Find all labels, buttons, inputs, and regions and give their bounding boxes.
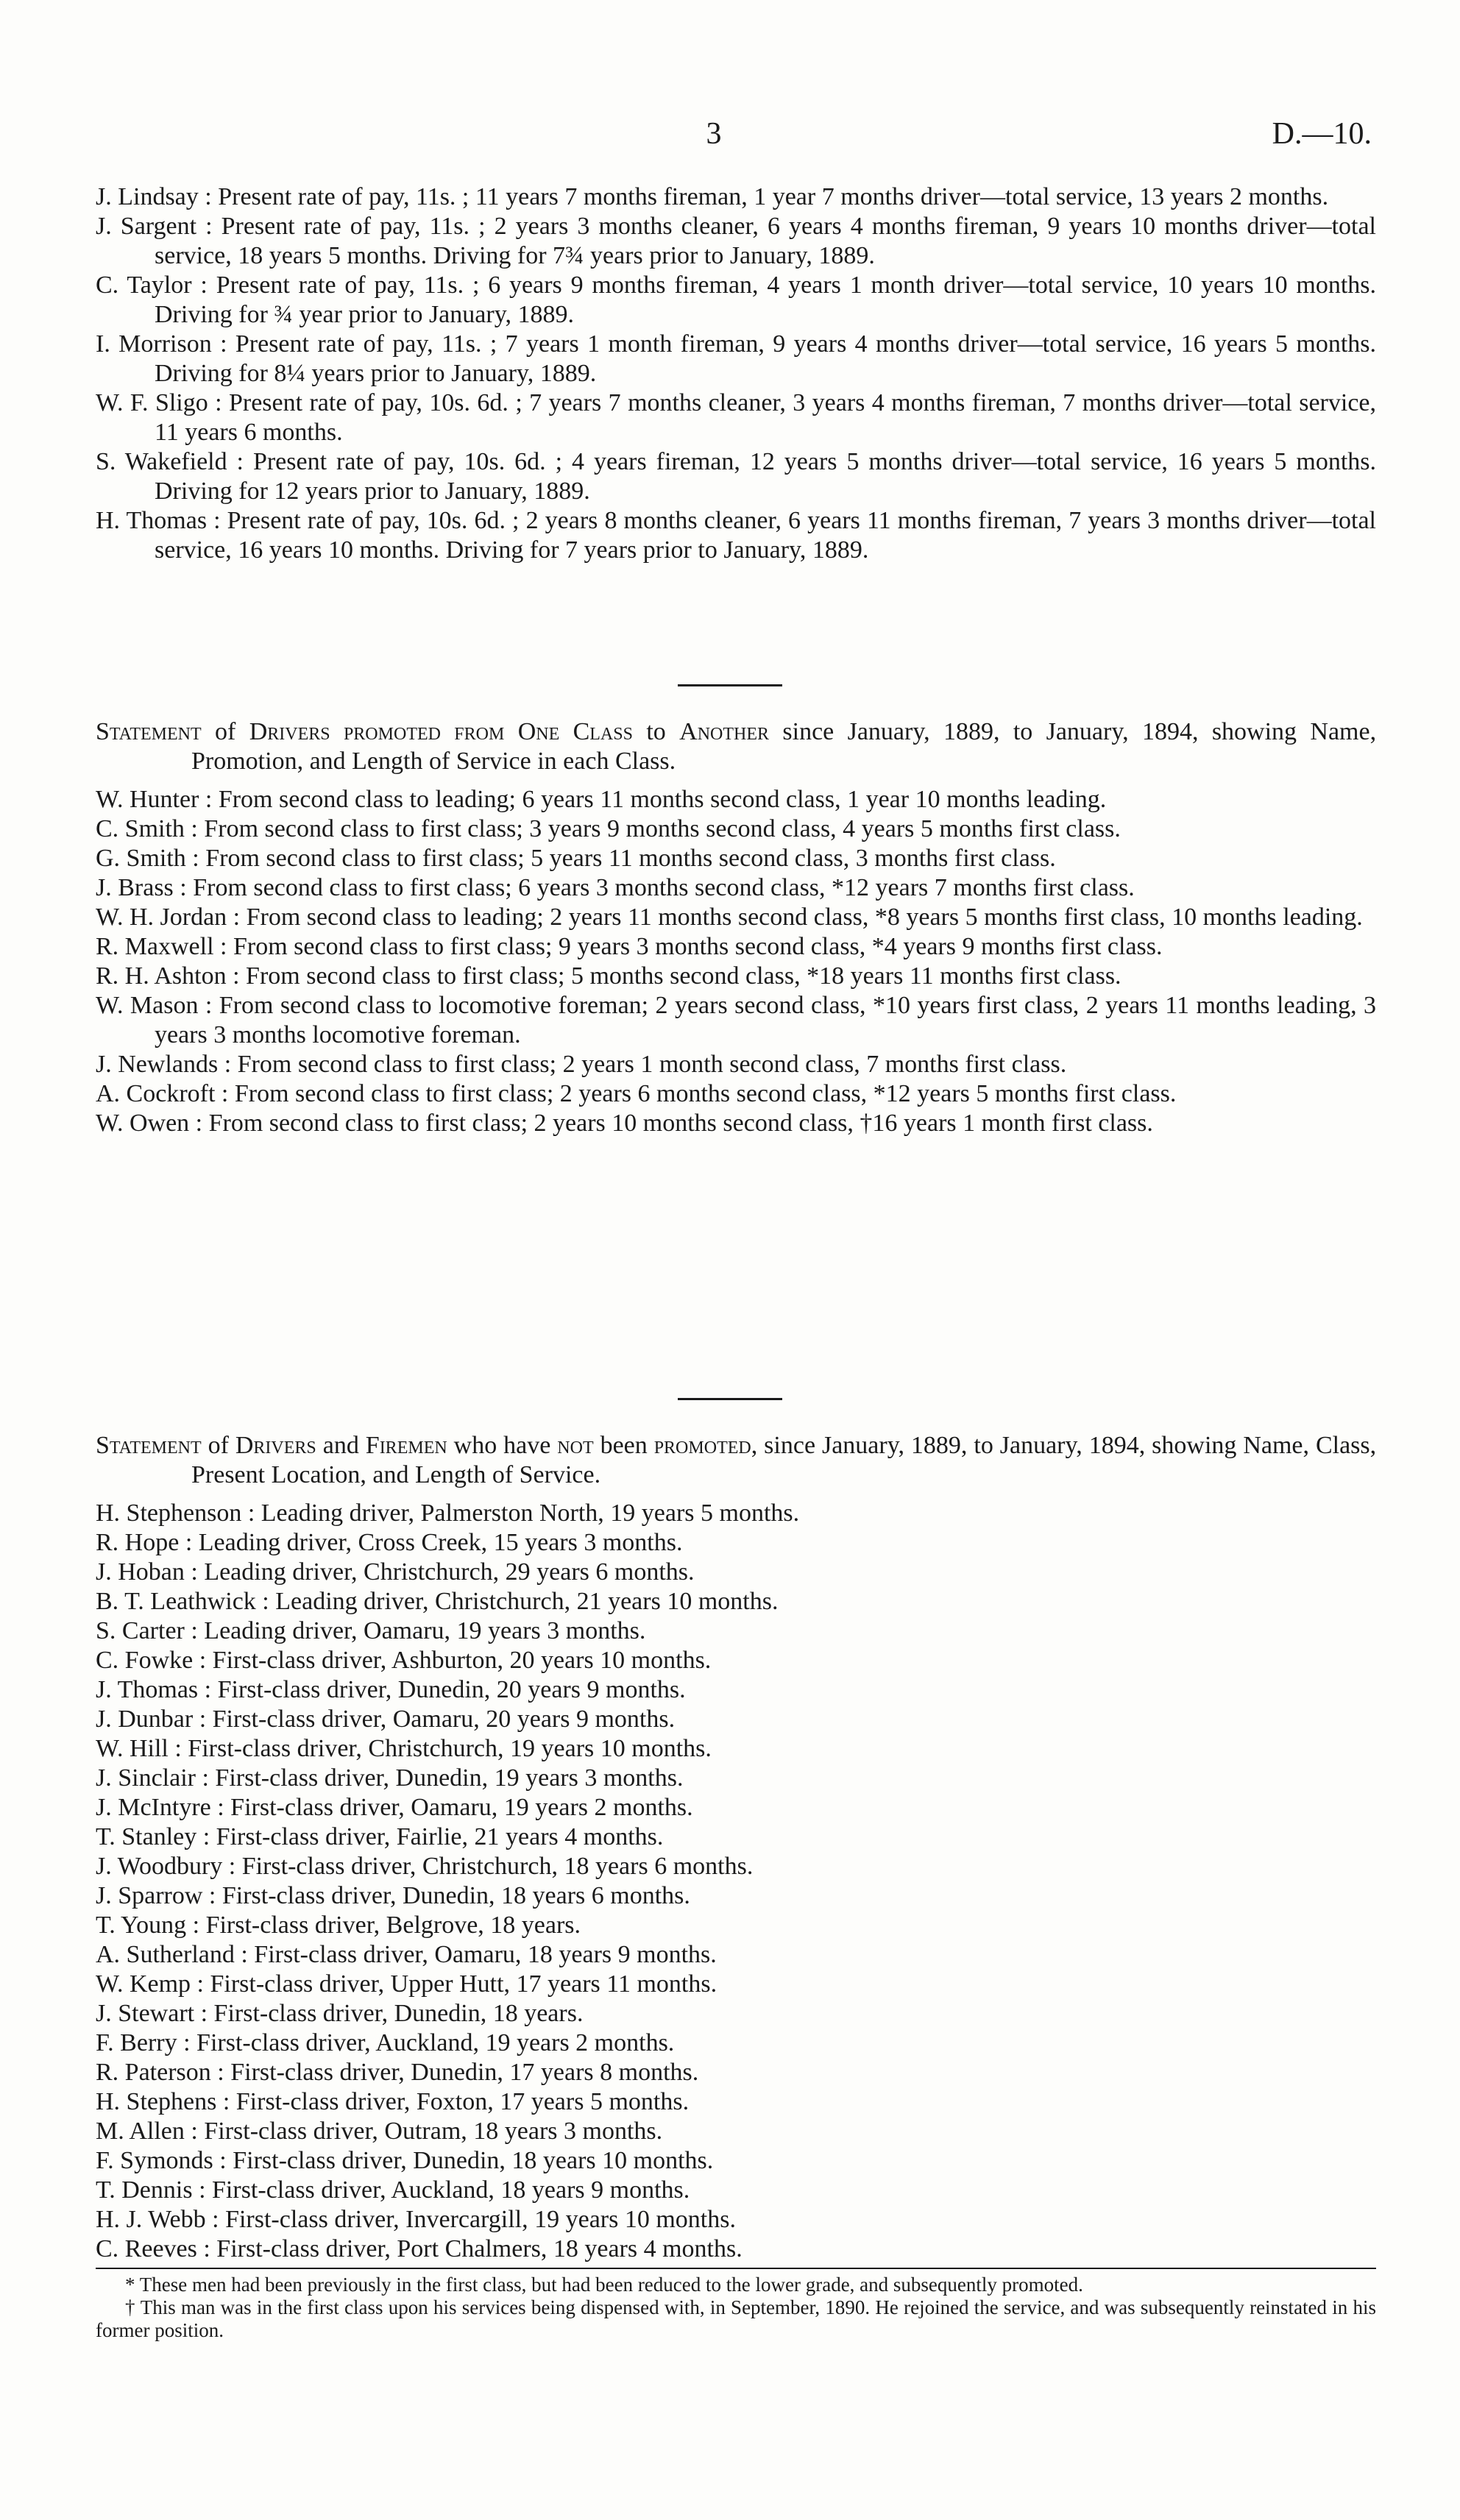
list-item: C. Smith : From second class to first class; 3 years 9 months second class, 4 years 5 months first class. (96, 815, 1121, 842)
document-code: D.—10. (1272, 117, 1372, 151)
promoted-section (96, 717, 1376, 1138)
list-item: F. Berry : First-class driver, Auckland, 19 years 2 months. (96, 2029, 675, 2056)
section-divider (678, 684, 782, 686)
list-item: C. Reeves : First-class driver, Port Chalmers, 18 years 4 months. (96, 2235, 743, 2262)
statement-heading: Statement of Drivers and Firemen who have not been promoted, since January, 1889, to January, 1894, showing Name, Class, Present Location, and Length of Service. (96, 1432, 1377, 1488)
list-item: J. McIntyre : First-class driver, Oamaru, 19 years 2 months. (96, 1794, 693, 1821)
footnotes (96, 2274, 1376, 2342)
list-item: J. Sparrow : First-class driver, Dunedin, 18 years 6 months. (96, 1882, 690, 1909)
footnote: † This man was in the first class upon his services being dispensed with, in September, 1890. He rejoined the service, and was subsequently reinstated in his former position. (96, 2296, 1376, 2341)
list-item: J. Sargent : Present rate of pay, 11s. ; 2 years 3 months cleaner, 6 years 4 months fireman, 9 years 10 months driver—total service, 18 years 5 months. Driving for 7¾ years prior to January, 1889. (96, 213, 1376, 269)
list-item: C. Taylor : Present rate of pay, 11s. ; 6 years 9 months fireman, 4 years 1 month driver—total service, 10 years 10 months. Driving for ¾ year prior to January, 1889. (96, 271, 1376, 328)
list-item: W. Mason : From second class to locomotive foreman; 2 years second class, *10 years first class, 2 years 11 months leading, 3 years 3 months locomotive foreman. (96, 992, 1376, 1048)
list-item: J. Sinclair : First-class driver, Dunedin, 19 years 3 months. (96, 1764, 684, 1792)
list-item: G. Smith : From second class to first class; 5 years 11 months second class, 3 months first class. (96, 845, 1056, 872)
statement-heading: Statement of Drivers promoted from One Class to Another since January, 1889, to January, 1894, showing Name, Promotion, and Length of Service in each Class. (96, 718, 1377, 775)
list-item: J. Newlands : From second class to first class; 2 years 1 month second class, 7 months first class. (96, 1051, 1067, 1078)
list-item: R. Hope : Leading driver, Cross Creek, 15 years 3 months. (96, 1529, 683, 1556)
list-item: R. Maxwell : From second class to first class; 9 years 3 months second class, *4 years 9 months first class. (96, 933, 1163, 960)
list-item: W. H. Jordan : From second class to leading; 2 years 11 months second class, *8 years 5 months first class, 10 months leading. (96, 904, 1363, 931)
page-number: 3 (706, 117, 722, 151)
list-item: W. F. Sligo : Present rate of pay, 10s. 6d. ; 7 years 7 months cleaner, 3 years 4 months fireman, 7 months driver—total service, 11 years 6 months. (96, 389, 1376, 446)
list-item: F. Symonds : First-class driver, Dunedin, 18 years 10 months. (96, 2147, 714, 2174)
section-divider (678, 1398, 782, 1400)
list-item: H. Stephens : First-class driver, Foxton, 17 years 5 months. (96, 2088, 690, 2115)
list-item: S. Wakefield : Present rate of pay, 10s. 6d. ; 4 years fireman, 12 years 5 months driver—total service, 16 years 5 months. Driving for 12 years prior to January, 1889. (96, 448, 1376, 505)
footnote: * These men had been previously in the first class, but had been reduced to the lower grade, and subsequently promoted. (125, 2274, 1083, 2296)
list-item: H. Stephenson : Leading driver, Palmerston North, 19 years 5 months. (96, 1499, 800, 1527)
list-item: C. Fowke : First-class driver, Ashburton, 20 years 10 months. (96, 1647, 712, 1674)
list-item: B. T. Leathwick : Leading driver, Christchurch, 21 years 10 months. (96, 1588, 779, 1615)
list-item: J. Lindsay : Present rate of pay, 11s. ; 11 years 7 months fireman, 1 year 7 months driver—total service, 13 years 2 months. (96, 183, 1329, 210)
list-item: W. Owen : From second class to first class; 2 years 10 months second class, †16 years 1 month first class. (96, 1110, 1153, 1137)
list-item: A. Cockroft : From second class to first class; 2 years 6 months second class, *12 years 5 months first class. (96, 1080, 1177, 1107)
list-item: I. Morrison : Present rate of pay, 11s. ; 7 years 1 month fireman, 9 years 4 months driver—total service, 16 years 5 months. Driving for 8¼ years prior to January, 1889. (96, 330, 1376, 387)
footnote-divider (96, 2268, 1376, 2269)
list-item: W. Hunter : From second class to leading; 6 years 11 months second class, 1 year 10 months leading. (96, 786, 1107, 813)
list-item: J. Hoban : Leading driver, Christchurch, 29 years 6 months. (96, 1558, 695, 1586)
list-item: M. Allen : First-class driver, Outram, 18 years 3 months. (96, 2118, 663, 2145)
list-item: H. Thomas : Present rate of pay, 10s. 6d. ; 2 years 8 months cleaner, 6 years 11 months fireman, 7 years 3 months driver—total service, 16 years 10 months. Driving for 7 years prior to January, 1889. (96, 507, 1376, 564)
list-item: J. Brass : From second class to first class; 6 years 3 months second class, *12 years 7 months first class. (96, 874, 1135, 901)
service-list (96, 182, 1376, 565)
list-item: J. Thomas : First-class driver, Dunedin, 20 years 9 months. (96, 1676, 686, 1703)
list-item: H. J. Webb : First-class driver, Invercargill, 19 years 10 months. (96, 2206, 736, 2233)
list-item: T. Stanley : First-class driver, Fairlie, 21 years 4 months. (96, 1823, 664, 1850)
list-item: W. Hill : First-class driver, Christchurch, 19 years 10 months. (96, 1735, 712, 1762)
list-item: J. Stewart : First-class driver, Dunedin, 18 years. (96, 2000, 584, 2027)
list-item: R. Paterson : First-class driver, Dunedin, 17 years 8 months. (96, 2059, 699, 2086)
list-item: J. Woodbury : First-class driver, Christchurch, 18 years 6 months. (96, 1853, 754, 1880)
list-item: T. Dennis : First-class driver, Auckland, 18 years 9 months. (96, 2176, 690, 2204)
list-item: J. Dunbar : First-class driver, Oamaru, 20 years 9 months. (96, 1706, 676, 1733)
list-item: R. H. Ashton : From second class to first class; 5 months second class, *18 years 11 months first class. (96, 962, 1121, 990)
list-item: T. Young : First-class driver, Belgrove, 18 years. (96, 1912, 581, 1939)
list-item: W. Kemp : First-class driver, Upper Hutt, 17 years 11 months. (96, 1970, 717, 1998)
list-item: S. Carter : Leading driver, Oamaru, 19 years 3 months. (96, 1617, 646, 1644)
not-promoted-section (96, 1431, 1376, 2264)
list-item: A. Sutherland : First-class driver, Oamaru, 18 years 9 months. (96, 1941, 717, 1968)
